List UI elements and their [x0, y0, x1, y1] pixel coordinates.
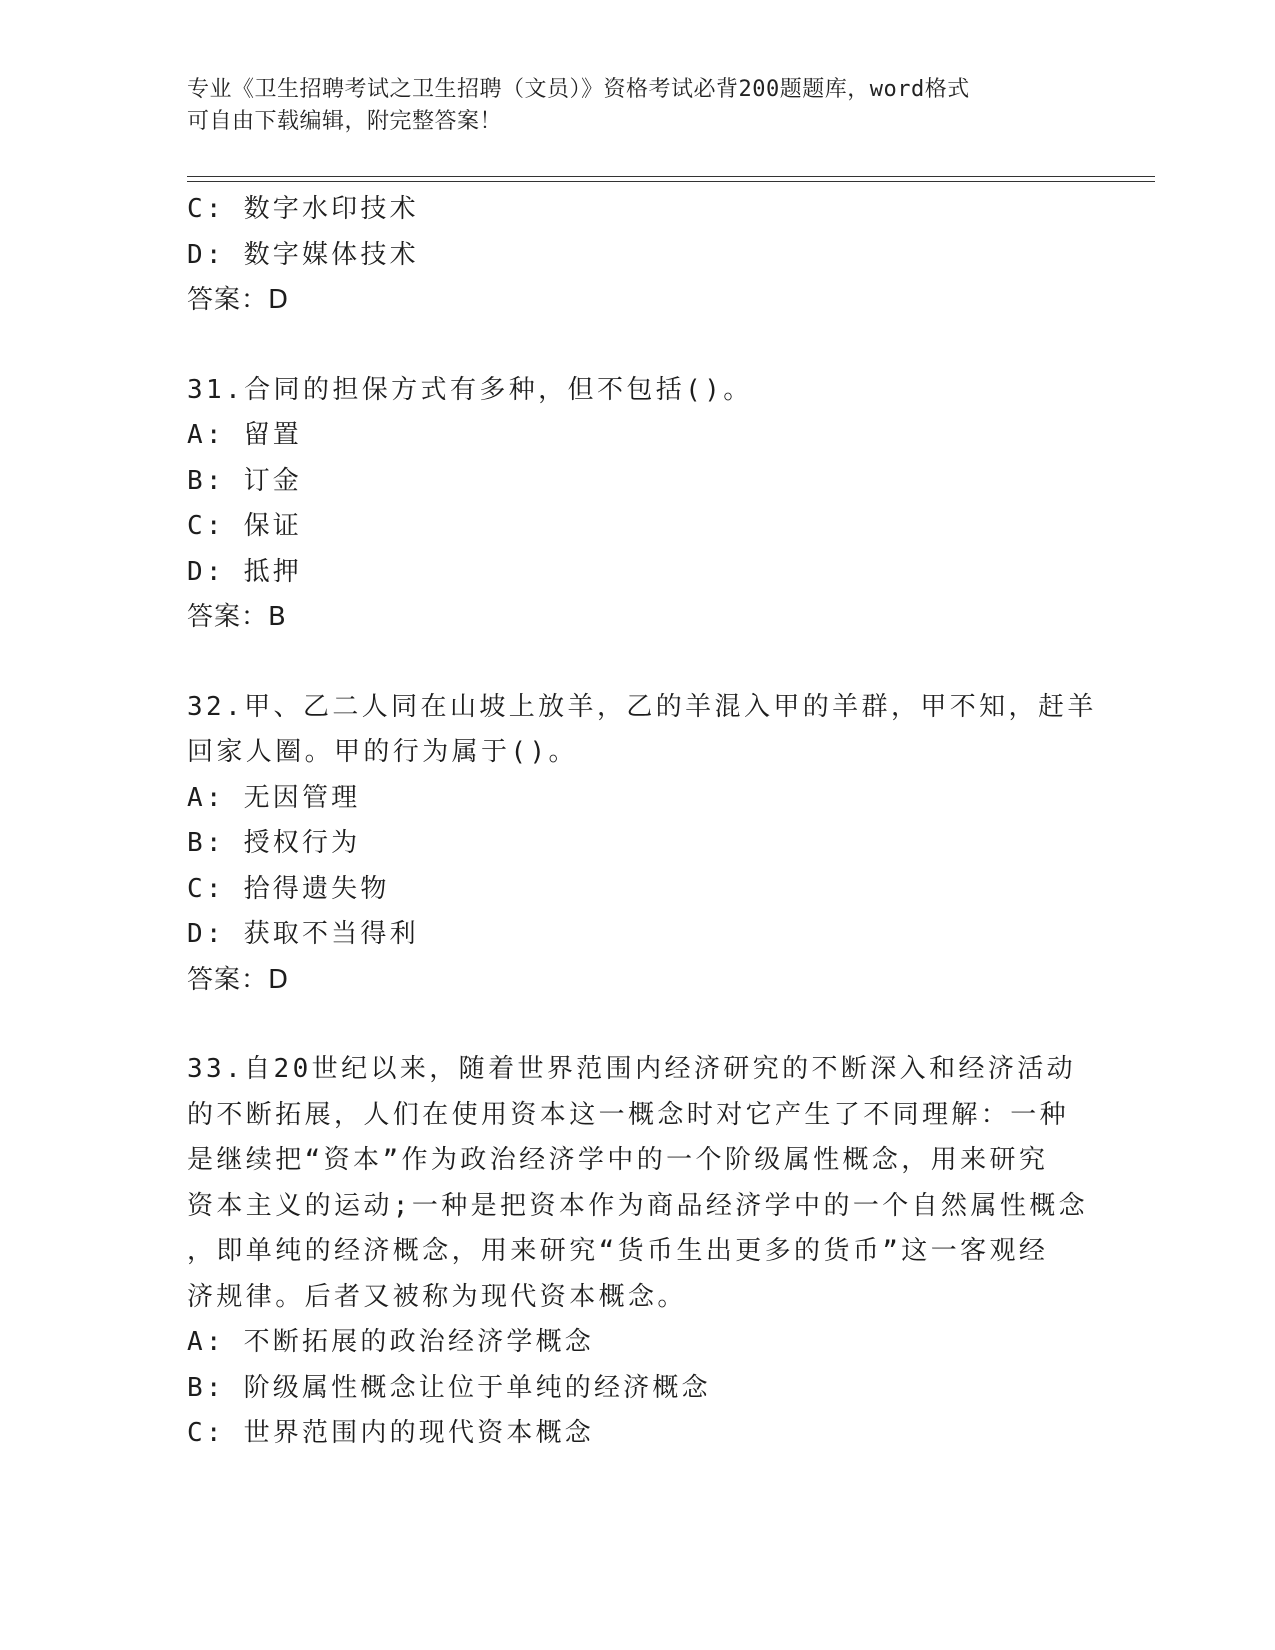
option-c: C: 保证 — [187, 511, 302, 541]
document-header — [187, 74, 1067, 138]
question-33 — [187, 1047, 1087, 1457]
question-list — [187, 187, 1097, 1457]
option-d: D: 抵押 — [187, 556, 302, 587]
option-d: D: 数字媒体技术 — [187, 239, 419, 270]
header-rule-bottom — [187, 181, 1155, 182]
option-d: D: 获取不当得利 — [187, 919, 419, 949]
answer-line: 答案：B — [187, 602, 287, 632]
option-b: B: 授权行为 — [187, 828, 361, 858]
question-32 — [187, 685, 1097, 1004]
question-stem: 32.甲、乙二人同在山坡上放羊，乙的羊混入甲的羊群，甲不知，赶羊 回家人圈。甲的行为属于()。 — [187, 691, 1097, 767]
header-line-1: 专业《卫生招聘考试之卫生招聘（文员）》资格考试必背200题题库，word格式 — [187, 77, 970, 102]
question-31 — [187, 368, 1087, 641]
option-c: C: 世界范围内的现代资本概念 — [187, 1418, 594, 1448]
option-b: B: 阶级属性概念让位于单纯的经济概念 — [187, 1372, 711, 1403]
option-a: A: 不断拓展的政治经济学概念 — [187, 1327, 594, 1357]
question-30-continued — [187, 187, 1087, 324]
option-c: C: 拾得遗失物 — [187, 873, 390, 904]
answer-line: 答案：D — [187, 964, 290, 995]
answer-line: 答案：D — [187, 285, 290, 315]
option-b: B: 订金 — [187, 465, 302, 496]
option-a: A: 留置 — [187, 420, 302, 450]
question-stem: 31.合同的担保方式有多种，但不包括()。 — [187, 374, 753, 405]
header-rule-top — [187, 176, 1155, 177]
question-stem: 33.自20世纪以来，随着世界范围内经济研究的不断深入和经济活动 的不断拓展，人们在使用资本这一概念时对它产生了不同理解：一种 是继续把“资本”作为政治经济学中的一个阶级属性概念，用来研究 资本主义的运动;一种是把资本作为商品经济学中的一个自然属性概念 ，即单纯的经济概念，用来研究“货币生出更多的货币”这一客观经 济规律。后者又被称为现代资本概念。 — [187, 1054, 1089, 1312]
option-c: C: 数字水印技术 — [187, 194, 419, 224]
header-line-2: 可自由下载编辑，附完整答案！ — [187, 109, 503, 134]
option-a: A: 无因管理 — [187, 782, 361, 813]
